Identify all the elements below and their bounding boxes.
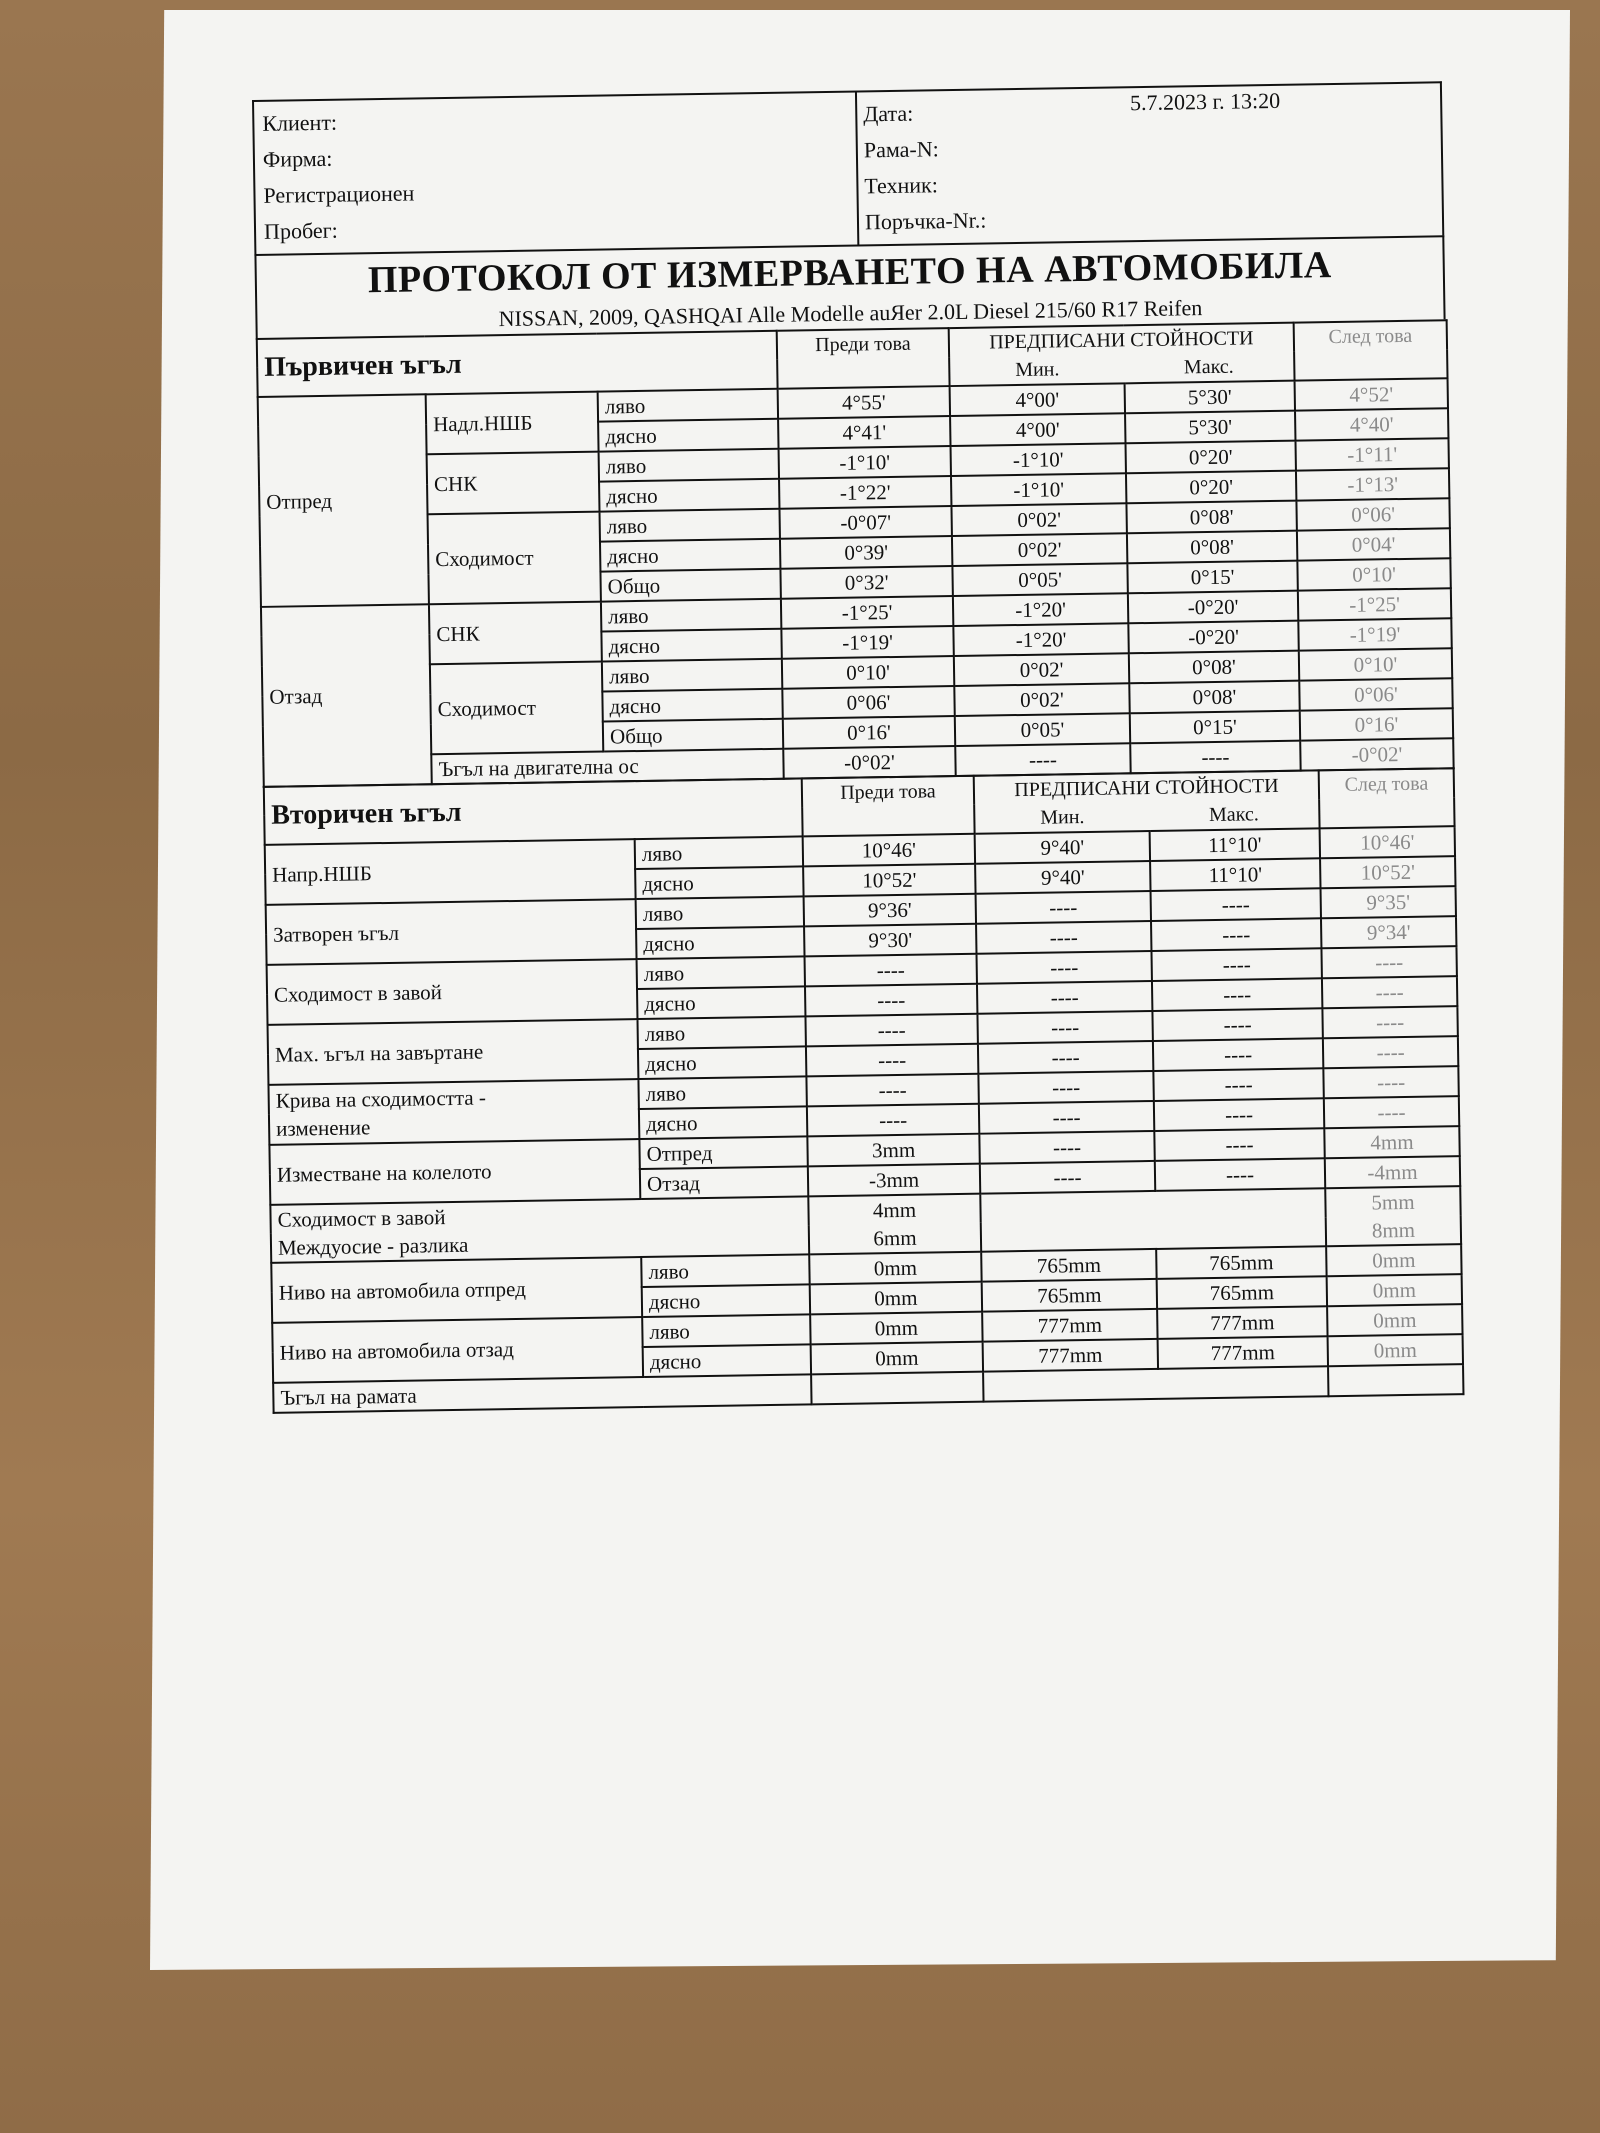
value-after: ---- xyxy=(1323,1066,1458,1098)
frame-angle-label: Ъгъл на рамата xyxy=(273,1374,811,1412)
value-before: 0mm xyxy=(810,1282,982,1315)
value-before: 0°32' xyxy=(780,566,952,599)
axle-front: Отпред xyxy=(639,1136,807,1169)
front-level-label: Ниво на автомобила отпред xyxy=(271,1257,642,1323)
company-label: Фирма: xyxy=(262,145,333,172)
value-after: -1°13' xyxy=(1296,468,1449,500)
value-min: ---- xyxy=(978,1041,1153,1074)
value-after: 0°04' xyxy=(1297,528,1450,560)
side-left: ляво xyxy=(600,509,780,542)
value-after: 0mm xyxy=(1326,1244,1461,1276)
value-before: 9°30' xyxy=(804,924,976,957)
value-before: -1°22' xyxy=(779,476,951,509)
thrust-angle-label: Ъгъл на двигателна ос xyxy=(431,749,783,785)
value-max: 0°08' xyxy=(1129,651,1299,684)
value-before: 0mm xyxy=(809,1252,981,1285)
value-max: ---- xyxy=(1154,1128,1324,1161)
side-left: ляво xyxy=(601,599,781,632)
rear-label: Отзад xyxy=(261,604,432,787)
value-before: 4°55' xyxy=(778,386,950,419)
mileage-label: Пробег: xyxy=(263,217,338,244)
value-max: 0°15' xyxy=(1130,711,1300,744)
value-before: -1°19' xyxy=(781,626,953,659)
value-min: 9°40' xyxy=(975,831,1150,864)
value-after: 0°16' xyxy=(1300,708,1453,740)
col-before: Преди това xyxy=(777,328,950,389)
date-value: 5.7.2023 г. 13:20 xyxy=(1129,87,1281,116)
value-before: 10°46' xyxy=(803,834,975,867)
side-left: ляво xyxy=(598,389,778,422)
value-max: 5°30' xyxy=(1125,411,1295,444)
value-after: -4mm xyxy=(1325,1156,1460,1188)
value-before: ---- xyxy=(806,1074,978,1107)
value-min: 0°02' xyxy=(954,683,1129,716)
side-right: дясно xyxy=(638,1046,806,1079)
side-left: ляво xyxy=(599,449,779,482)
setback-label: Изместване на колелото xyxy=(269,1139,640,1205)
value-max: 765mm xyxy=(1157,1276,1327,1309)
side-left: ляво xyxy=(602,659,782,692)
value-before: 3mm xyxy=(807,1134,979,1167)
value-before: -0°02' xyxy=(783,746,955,779)
value-after: ---- xyxy=(1322,1006,1457,1038)
side-right: дясно xyxy=(599,479,779,512)
side-left: ляво xyxy=(642,1314,810,1347)
toe-curve-line2: изменение xyxy=(275,1115,371,1141)
side-right: дясно xyxy=(643,1344,811,1377)
col-max: Макс. xyxy=(1124,352,1294,384)
value-min: ---- xyxy=(978,1071,1153,1104)
side-total: Общо xyxy=(603,719,783,752)
side-right: дясно xyxy=(636,926,804,959)
value-after: -0°02' xyxy=(1300,738,1453,770)
axle-rear: Отзад xyxy=(640,1166,808,1199)
primary-angles-table xyxy=(256,319,1455,788)
value-after: 8mm xyxy=(1326,1215,1461,1246)
value-max: 777mm xyxy=(1157,1306,1327,1339)
value-after: 0°10' xyxy=(1297,558,1450,590)
registration-label: Регистрационен xyxy=(263,180,415,208)
value-min: ---- xyxy=(980,1161,1155,1194)
side-left: ляво xyxy=(637,1016,805,1049)
included-angle-label: Затворен ъгъл xyxy=(266,899,637,965)
client-label: Клиент: xyxy=(262,109,338,136)
value-min: 9°40' xyxy=(975,861,1150,894)
value-max: ---- xyxy=(1154,1098,1324,1131)
header-right xyxy=(857,83,1442,244)
col-after: След това xyxy=(1319,768,1455,828)
value-after: 0mm xyxy=(1327,1304,1462,1336)
value-min: 777mm xyxy=(982,1309,1157,1342)
value-max: 0°08' xyxy=(1126,501,1296,534)
value-max: ---- xyxy=(1152,978,1322,1011)
value-max: 11°10' xyxy=(1150,858,1320,891)
value-min: 765mm xyxy=(982,1279,1157,1312)
value-max: 0°08' xyxy=(1129,681,1299,714)
secondary-section-title: Вторичен ъгъл xyxy=(264,778,803,844)
value-after: ---- xyxy=(1321,946,1456,978)
front-camber-label: СНК xyxy=(427,452,600,515)
value-min: ---- xyxy=(979,1101,1154,1134)
side-left: ляво xyxy=(636,896,804,929)
value-min: 0°02' xyxy=(954,653,1129,686)
value-after: 0mm xyxy=(1327,1274,1462,1306)
toe-curve-label xyxy=(268,1079,639,1145)
order-label: Поръчка-Nr.: xyxy=(864,207,987,235)
sai-label: Напр.НШБ xyxy=(265,839,636,905)
value-after: 9°34' xyxy=(1321,916,1456,948)
frame-angle-before xyxy=(811,1372,983,1405)
value-after: 0°10' xyxy=(1299,648,1452,680)
value-after: 10°52' xyxy=(1320,856,1455,888)
value-max: 0°20' xyxy=(1126,471,1296,504)
side-right: дясно xyxy=(639,1106,807,1139)
side-right: дясно xyxy=(642,1284,810,1317)
front-label: Отпред xyxy=(258,394,429,607)
value-min: 4°00' xyxy=(950,413,1125,446)
value-min: 0°05' xyxy=(955,713,1130,746)
side-left: ляво xyxy=(637,956,805,989)
value-max: ---- xyxy=(1151,918,1321,951)
side-right: дясно xyxy=(635,866,803,899)
primary-section-title: Първичен ъгъл xyxy=(257,331,778,397)
value-min: ---- xyxy=(976,891,1151,924)
value-max: 5°30' xyxy=(1125,381,1295,414)
value-after: 0°06' xyxy=(1299,678,1452,710)
value-before: 0°39' xyxy=(780,536,952,569)
value-after: 0°06' xyxy=(1296,498,1449,530)
value-after: 4°52' xyxy=(1295,378,1448,410)
value-after: 10°46' xyxy=(1320,826,1455,858)
value-min: -1°20' xyxy=(953,593,1128,626)
axle-difference-label: Междуосие - разлика xyxy=(271,1225,809,1262)
value-before: ---- xyxy=(805,984,977,1017)
front-toe-label: Сходимост xyxy=(428,512,601,605)
value-min: ---- xyxy=(977,981,1152,1014)
vehicle-description: NISSAN, 2009, QASHQAI Alle Modelle auЯer 2.0L Diesel 215/60 R17 Reifen xyxy=(498,295,1203,332)
frame-label: Рама-N: xyxy=(863,136,939,163)
value-before: ---- xyxy=(805,954,977,987)
value-after: 0mm xyxy=(1328,1334,1463,1366)
col-min: Мин. xyxy=(949,354,1124,386)
value-max: ---- xyxy=(1151,888,1321,921)
value-min: 0°02' xyxy=(952,533,1127,566)
col-min: Мин. xyxy=(974,802,1149,834)
value-before: 0°16' xyxy=(783,716,955,749)
side-right: дясно xyxy=(637,986,805,1019)
value-min: ---- xyxy=(976,921,1151,954)
side-right: дясно xyxy=(601,629,781,662)
rear-level-label: Ниво на автомобила отзад xyxy=(272,1317,643,1383)
date-label: Дата: xyxy=(863,100,914,127)
side-left: ляво xyxy=(641,1254,809,1287)
value-min: 4°00' xyxy=(950,383,1125,416)
value-before: ---- xyxy=(807,1104,979,1137)
header-left xyxy=(254,92,859,253)
toe-curve-line1: Крива на сходимостта - xyxy=(275,1085,487,1113)
value-before: ---- xyxy=(805,1014,977,1047)
value-after: -1°11' xyxy=(1295,438,1448,470)
value-max: 0°15' xyxy=(1127,561,1297,594)
side-left: ляво xyxy=(635,836,803,869)
value-before: -1°25' xyxy=(781,596,953,629)
value-before: -1°10' xyxy=(779,446,951,479)
side-left: ляво xyxy=(638,1076,806,1109)
value-min: 0°02' xyxy=(951,503,1126,536)
header-block xyxy=(252,81,1444,254)
value-max: -0°20' xyxy=(1128,591,1298,624)
value-max: 11°10' xyxy=(1150,828,1320,861)
value-max: 777mm xyxy=(1158,1336,1328,1369)
value-min: -1°10' xyxy=(951,443,1126,476)
value-before: 0°10' xyxy=(782,656,954,689)
value-before: 4mm xyxy=(808,1194,980,1226)
value-min: ---- xyxy=(955,743,1130,776)
value-before: 0°06' xyxy=(782,686,954,719)
value-min: 0°05' xyxy=(952,563,1127,596)
frame-angle-prescribed xyxy=(983,1366,1328,1401)
value-min: -1°10' xyxy=(951,473,1126,506)
value-after: -1°25' xyxy=(1298,588,1451,620)
value-before: ---- xyxy=(806,1044,978,1077)
value-max: 0°08' xyxy=(1127,531,1297,564)
value-max: ---- xyxy=(1155,1158,1325,1191)
side-total: Общо xyxy=(600,569,780,602)
value-min: 777mm xyxy=(983,1339,1158,1372)
value-after: ---- xyxy=(1324,1096,1459,1128)
value-min: ---- xyxy=(977,1011,1152,1044)
value-max: 0°20' xyxy=(1126,441,1296,474)
col-max: Макс. xyxy=(1149,799,1319,831)
value-after: -1°19' xyxy=(1298,618,1451,650)
value-before: -3mm xyxy=(808,1164,980,1197)
value-before: -0°07' xyxy=(779,506,951,539)
secondary-angles-table xyxy=(263,767,1465,1414)
col-prescribed: ПРЕДПИСАНИ СТОЙНОСТИ xyxy=(949,323,1294,357)
document-title: ПРОТОКОЛ ОТ ИЗМЕРВАНЕТО НА АВТОМОБИЛА xyxy=(367,244,1332,302)
value-max: -0°20' xyxy=(1128,621,1298,654)
toe-in-turn-label: Сходимост в завой xyxy=(267,959,638,1025)
value-min: -1°20' xyxy=(953,623,1128,656)
value-before: 0mm xyxy=(811,1342,983,1375)
side-right: дясно xyxy=(600,539,780,572)
value-after: 5mm xyxy=(1325,1186,1460,1217)
value-after: ---- xyxy=(1322,976,1457,1008)
value-max: ---- xyxy=(1153,1038,1323,1071)
value-before: 9°36' xyxy=(804,894,976,927)
side-right: дясно xyxy=(602,689,782,722)
value-min: ---- xyxy=(979,1131,1154,1164)
col-before: Преди това xyxy=(802,776,975,837)
col-after: След това xyxy=(1294,320,1448,380)
value-max: 765mm xyxy=(1156,1246,1326,1279)
value-max: ---- xyxy=(1130,741,1300,774)
value-after: 4°40' xyxy=(1295,408,1448,440)
value-max: ---- xyxy=(1152,1008,1322,1041)
value-after: ---- xyxy=(1323,1036,1458,1068)
technician-label: Техник: xyxy=(864,172,939,199)
side-right: дясно xyxy=(598,419,778,452)
rear-camber-label: СНК xyxy=(429,602,602,665)
value-after: 4mm xyxy=(1324,1126,1459,1158)
measurement-protocol xyxy=(252,81,1462,1414)
value-before: 6mm xyxy=(809,1223,981,1255)
value-min: ---- xyxy=(977,951,1152,984)
max-steer-label: Мах. ъгъл на завъртане xyxy=(268,1019,639,1085)
value-after: 9°35' xyxy=(1321,886,1456,918)
frame-angle-after xyxy=(1328,1364,1463,1396)
value-max: ---- xyxy=(1153,1068,1323,1101)
rear-toe-label: Сходимост xyxy=(430,662,603,755)
empty-prescribed xyxy=(980,1188,1326,1251)
toe-in-turn-2-label: Сходимост в завой xyxy=(270,1196,808,1233)
value-before: 0mm xyxy=(810,1312,982,1345)
value-max: ---- xyxy=(1151,948,1321,981)
value-before: 10°52' xyxy=(803,864,975,897)
col-prescribed: ПРЕДПИСАНИ СТОЙНОСТИ xyxy=(974,770,1319,804)
value-before: 4°41' xyxy=(778,416,950,449)
caster-label: Надл.НШБ xyxy=(426,392,599,455)
value-min: 765mm xyxy=(981,1249,1156,1282)
